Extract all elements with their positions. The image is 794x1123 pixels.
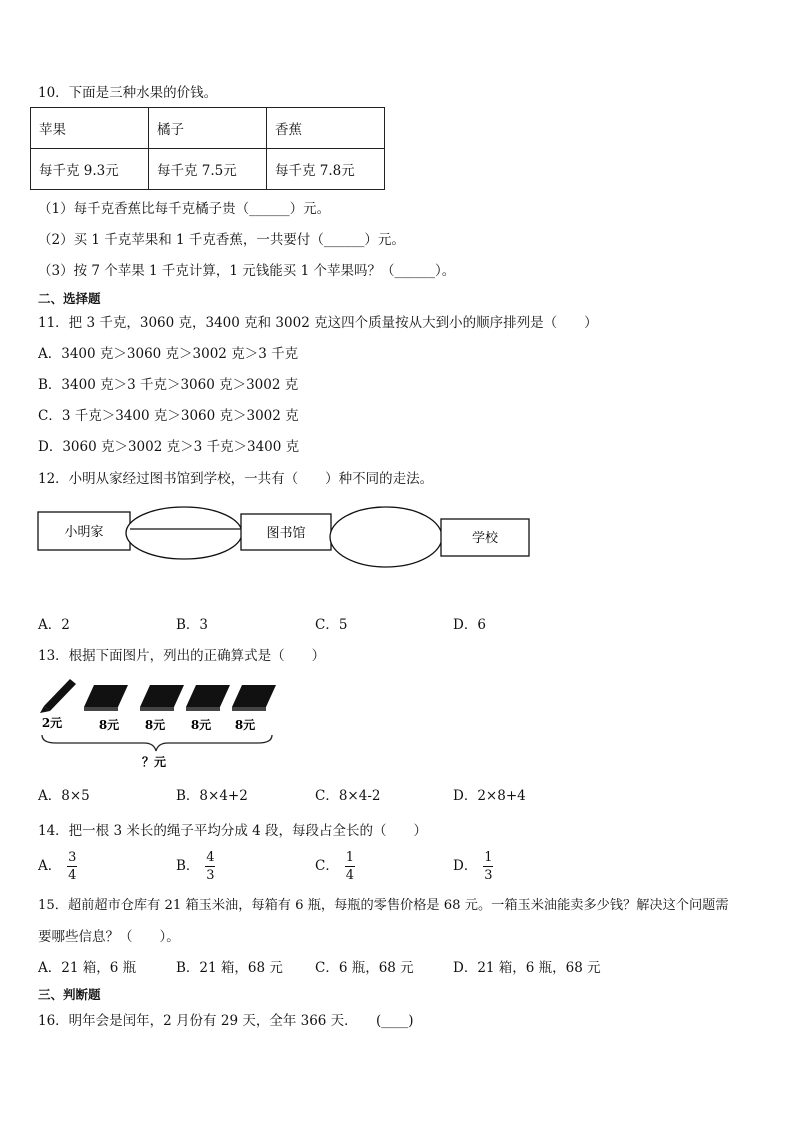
table-row — [31, 108, 385, 149]
q12-title: 12．小明从家经过图书馆到学校，一共有（ ）种不同的走法。 — [38, 471, 434, 487]
book-price-label: 8元 — [144, 718, 166, 732]
q10-sub-1: （1）每千克香蕉比每千克橘子贵（______）元。 — [38, 201, 331, 217]
book-icon — [140, 685, 184, 711]
fruit-price-table — [30, 107, 385, 190]
q14-title: 14．把一根 3 米长的绳子平均分成 4 段，每段占全长的（ ） — [38, 823, 428, 839]
home-label: 小明家 — [64, 524, 104, 539]
table-header-apple: 苹果 — [31, 108, 149, 149]
q12-option-c[interactable]: C．5 — [315, 617, 348, 633]
q13-title: 13．根据下面图片，列出的正确算式是（ ） — [38, 648, 326, 664]
pen-books-figure — [36, 673, 286, 773]
q12-option-d[interactable]: D．6 — [453, 617, 486, 633]
table-header-banana: 香蕉 — [267, 108, 385, 149]
fraction: $\frac{4}{3}$ — [206, 850, 215, 883]
table-cell-banana-price: 每千克 7.8元 — [267, 149, 385, 190]
q14-option-d[interactable]: D． $\frac{1}{3}$ — [453, 850, 493, 883]
library-label: 图书馆 — [266, 525, 306, 540]
q15-option-b[interactable]: B．21 箱，68 元 — [176, 960, 283, 976]
book-price-label: 8元 — [190, 718, 212, 732]
q11-option-c[interactable]: C．3 千克＞3400 克＞3060 克＞3002 克 — [38, 408, 299, 424]
q15-option-a[interactable]: A．21 箱，6 瓶 — [38, 960, 137, 976]
path-ellipse-1 — [126, 507, 242, 559]
q16-answer-blank[interactable]: (____) — [375, 1013, 414, 1029]
q12-option-a[interactable]: A．2 — [38, 617, 70, 633]
q15-option-c[interactable]: C．6 瓶，68 元 — [315, 960, 414, 976]
book-price-label: 8元 — [234, 718, 256, 732]
table-row — [31, 149, 385, 190]
q13-option-c[interactable]: C．8×4-2 — [315, 788, 381, 804]
school-label: 学校 — [471, 530, 499, 545]
fraction: $\frac{3}{4}$ — [68, 850, 77, 883]
q10-title: 10．下面是三种水果的价钱。 — [38, 85, 218, 101]
route-diagram — [36, 500, 536, 575]
total-label: ？元 — [141, 755, 167, 769]
pen-price-label: 2元 — [41, 716, 63, 730]
q12-option-b[interactable]: B．3 — [176, 617, 209, 633]
q15-option-d[interactable]: D．21 箱，6 瓶，68 元 — [453, 960, 601, 976]
q13-option-a[interactable]: A．8×5 — [38, 788, 90, 804]
q10-sub-3: （3）按 7 个苹果 1 千克计算，1 元钱能买 1 个苹果吗？（______）。 — [38, 263, 456, 279]
book-price-label: 8元 — [98, 718, 120, 732]
q11-option-d[interactable]: D．3060 克＞3002 克＞3 千克＞3400 克 — [38, 439, 300, 455]
path-ellipse-2 — [330, 507, 442, 567]
table-cell-apple-price: 每千克 9.3元 — [31, 149, 149, 190]
q11-option-a[interactable]: A．3400 克＞3060 克＞3002 克＞3 千克 — [38, 346, 299, 362]
q15-title-line2: 要哪些信息？（ ）。 — [38, 929, 180, 945]
total-brace — [42, 735, 272, 751]
q14-option-c[interactable]: C． $\frac{1}{4}$ — [315, 850, 354, 883]
q16-title: 16．明年会是闰年，2 月份有 29 天，全年 366 天． — [38, 1013, 358, 1029]
q14-option-a[interactable]: A． $\frac{3}{4}$ — [38, 850, 77, 883]
book-icon — [186, 685, 230, 711]
pen-icon — [40, 679, 76, 713]
q11-title: 11．把 3 千克，3060 克，3400 克和 3002 克这四个质量按从大到小的顺序排列是（ ） — [38, 315, 598, 331]
q13-option-d[interactable]: D．2×8+4 — [453, 788, 526, 804]
q10-sub-2: （2）买 1 千克苹果和 1 千克香蕉，一共要付（______）元。 — [38, 232, 405, 248]
fraction: $\frac{1}{4}$ — [345, 850, 354, 883]
section-heading-judge: 三、判断题 — [38, 987, 101, 1002]
book-icon — [232, 685, 276, 711]
book-icon — [84, 685, 128, 711]
q13-option-b[interactable]: B．8×4+2 — [176, 788, 248, 804]
q11-option-b[interactable]: B．3400 克＞3 千克＞3060 克＞3002 克 — [38, 377, 299, 393]
q15-title-line1: 15．超前超市仓库有 21 箱玉米油，每箱有 6 瓶，每瓶的零售价格是 68 元。一箱玉米油能卖多少钱？解决这个问题需 — [38, 898, 729, 913]
fraction: $\frac{1}{3}$ — [484, 850, 493, 883]
table-cell-orange-price: 每千克 7.5元 — [149, 149, 267, 190]
table-header-orange: 橘子 — [149, 108, 267, 149]
q14-option-b[interactable]: B． $\frac{4}{3}$ — [176, 850, 215, 883]
section-heading-choice: 二、选择题 — [38, 291, 101, 306]
q16-line — [38, 1012, 414, 1030]
